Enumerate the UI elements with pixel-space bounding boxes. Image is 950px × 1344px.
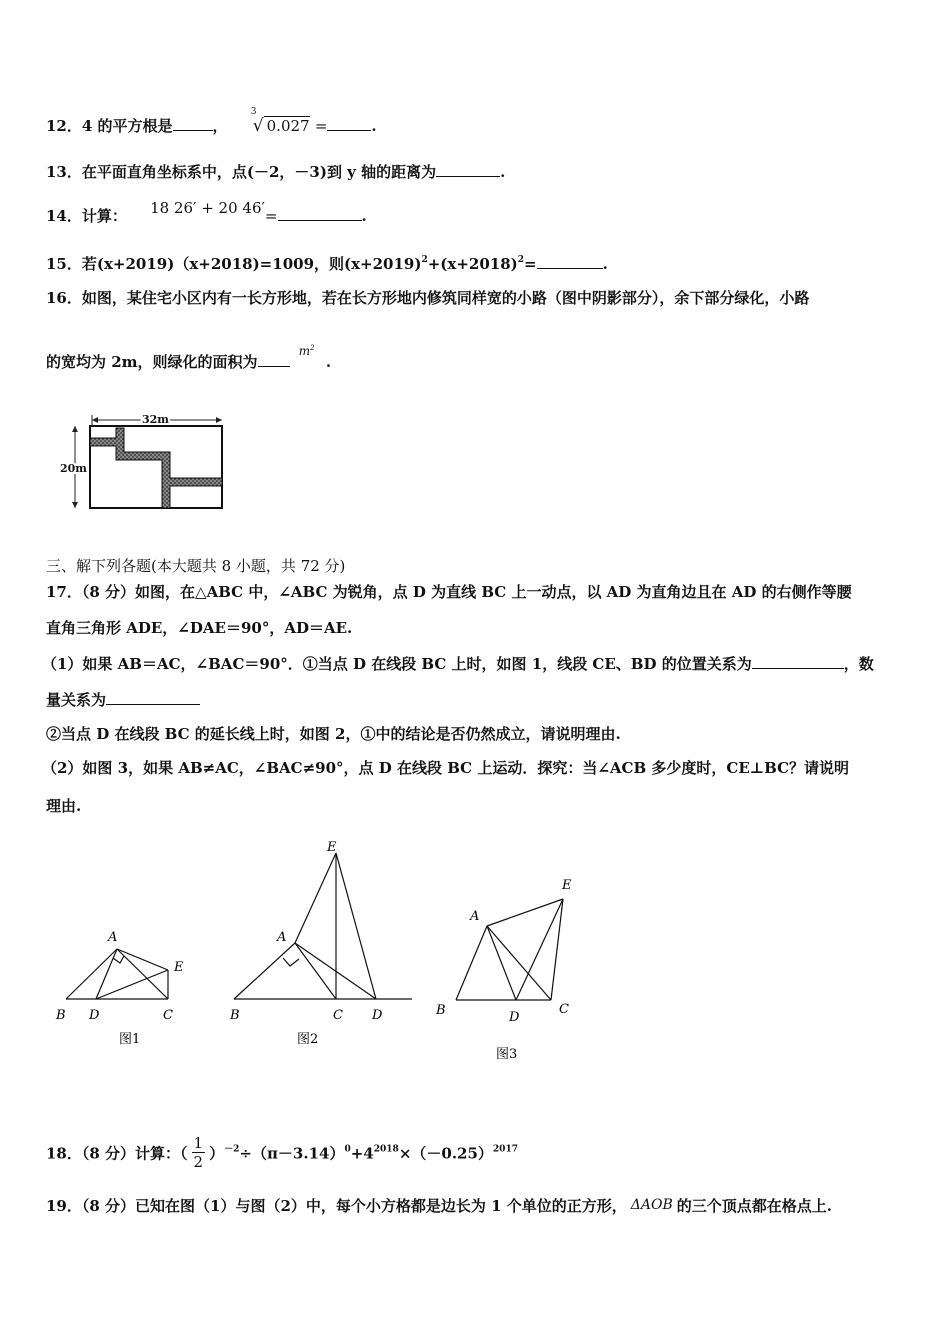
q17-line1: 17．（8 分）如图，在△ABC 中，∠ABC 为锐角，点 D 为直线 BC 上一动点，以 AD 为直角边且在 AD 的右侧作等腰	[46, 583, 852, 601]
q17-line7: 理由.	[46, 797, 82, 815]
fig2-label-D: D	[372, 1008, 383, 1023]
q15-pre: 15．若(x+2019)（x+2018)=1009，则(x+2019)	[46, 255, 422, 273]
q18-mid2: +4	[350, 1144, 374, 1163]
question-17-line3	[42, 654, 874, 674]
section-3-heading	[46, 556, 345, 576]
answer-blank[interactable]	[752, 654, 844, 669]
q16-figure	[58, 410, 233, 515]
frac-denominator: 2	[193, 1153, 204, 1171]
q18-exp4: 2017	[492, 1144, 518, 1155]
q17-line6: （2）如图 3，如果 AB≠AC，∠BAC≠90°，点 D 在线段 BC 上运动．探究：当∠ACB 多少度时，CE⊥BC？请说明	[42, 759, 850, 777]
fig1-label-D: D	[89, 1008, 100, 1023]
fig2-label-E: E	[327, 840, 337, 855]
q18-pre: 18．（8 分）计算：（	[46, 1144, 188, 1163]
fig1-label-A: A	[108, 930, 118, 945]
question-17-line5	[46, 724, 621, 744]
question-13	[46, 162, 505, 182]
question-17-line2	[46, 618, 352, 638]
q13-text: 13．在平面直角坐标系中，点(－2，－3)到 y 轴的距离为	[46, 163, 437, 181]
fig3-label-A: A	[470, 909, 480, 924]
q18-exp1: －2	[224, 1144, 240, 1155]
question-17-line6	[42, 758, 849, 778]
answer-blank[interactable]	[537, 254, 603, 269]
q14-end: .	[361, 207, 367, 225]
q16-end: .	[325, 353, 332, 371]
fig2-label-B: B	[230, 1008, 240, 1023]
q17-line3: （1）如果 AB＝AC，∠BAC＝90°．①当点 D 在线段 BC 上时，如图 1，线段 CE、BD 的位置关系为	[42, 655, 752, 673]
q13-end: .	[500, 163, 506, 181]
question-17-line1	[46, 582, 852, 602]
q18-mid1: ÷（π－3.14）	[239, 1144, 345, 1163]
q14-expression: 18 26′ + 20 46′	[150, 199, 265, 217]
question-12	[46, 107, 377, 136]
q15-post: =	[524, 255, 537, 273]
q19-triangle: ΔAOB	[630, 1197, 673, 1213]
question-15	[46, 254, 608, 274]
q16-line2: 的宽均为 2m，则绿化的面积为	[46, 353, 258, 371]
question-19	[46, 1196, 832, 1217]
fig1-label-E: E	[174, 960, 184, 975]
root-index: 3	[250, 107, 257, 117]
question-17-line4	[46, 690, 200, 710]
frac-numerator: 1	[193, 1134, 204, 1152]
q17-line5: ②当点 D 在线段 BC 的延长线上时，如图 2，①中的结论是否仍然成立，请说明理由.	[46, 725, 621, 743]
fig3-caption: 图3	[496, 1047, 518, 1062]
unit-m: m	[298, 344, 311, 358]
question-18	[46, 1136, 518, 1173]
q12-comma: ，	[212, 117, 228, 135]
q19-pre: 19．（8 分）已知在图（1）与图（2）中，每个小方格都是边长为 1 个单位的正方形，	[46, 1197, 627, 1215]
q16-unit	[299, 344, 315, 358]
fig3-label-E: E	[562, 878, 572, 893]
width-label: 32m	[142, 413, 169, 426]
fig1-caption: 图1	[119, 1032, 141, 1047]
q18-exp2: 0	[344, 1144, 351, 1155]
fig2-caption: 图2	[297, 1032, 319, 1047]
q15-sup2: 2	[517, 255, 525, 265]
figure-2	[234, 853, 412, 999]
q15-sup1: 2	[421, 255, 428, 265]
q17-figures	[40, 835, 620, 1075]
root-value: 0.027	[264, 116, 310, 135]
section3-text: 三、解下列各题(本大题共 8 小题，共 72 分)	[46, 557, 346, 575]
q15-mid: +(x+2018)	[427, 255, 518, 273]
q14-equals: =	[264, 207, 278, 225]
fig1-label-B: B	[56, 1008, 66, 1023]
q19-post: 的三个顶点都在格点上.	[676, 1197, 833, 1215]
question-14	[46, 199, 367, 226]
fig3-label-D: D	[509, 1010, 520, 1025]
answer-blank[interactable]	[173, 116, 213, 131]
fig2-label-C: C	[333, 1008, 343, 1023]
q17-line4: 量关系为	[46, 691, 107, 709]
question-17-line7	[46, 796, 81, 816]
q16-line1: 16．如图，某住宅小区内有一长方形地，若在长方形地内修筑同样宽的小路（图中阴影部分），余下部分绿化，小路	[46, 289, 810, 307]
answer-blank[interactable]	[436, 162, 500, 177]
q14-text: 14．计算：	[46, 207, 127, 225]
q17-line3-end: ，数	[843, 655, 874, 673]
answer-blank[interactable]	[278, 206, 362, 221]
q12-text: 12．4 的平方根是	[46, 117, 173, 135]
answer-blank[interactable]	[327, 116, 371, 131]
unit-sup: 2	[310, 344, 315, 352]
answer-blank[interactable]	[106, 690, 200, 705]
q12-end: .	[371, 117, 377, 135]
question-16-line1	[46, 288, 809, 308]
height-label: 20m	[60, 462, 87, 475]
fig1-label-C: C	[163, 1008, 173, 1023]
q18-close: ）	[209, 1144, 225, 1163]
fig3-label-C: C	[559, 1002, 569, 1017]
fig3-label-B: B	[436, 1003, 446, 1018]
fig2-label-A: A	[277, 930, 287, 945]
q17-line2: 直角三角形 ADE，∠DAE＝90°，AD＝AE.	[46, 619, 353, 637]
fraction-half	[192, 1134, 206, 1171]
cube-root: 3 √ 0.027	[253, 116, 310, 136]
q18-mid3: ×（－0.25）	[398, 1144, 493, 1163]
q12-equals: =	[314, 117, 328, 135]
q18-exp3: 2018	[373, 1144, 399, 1155]
figure-1	[66, 949, 168, 999]
answer-blank[interactable]	[258, 352, 290, 367]
question-16-line2	[46, 344, 332, 373]
q15-end: .	[602, 255, 608, 273]
